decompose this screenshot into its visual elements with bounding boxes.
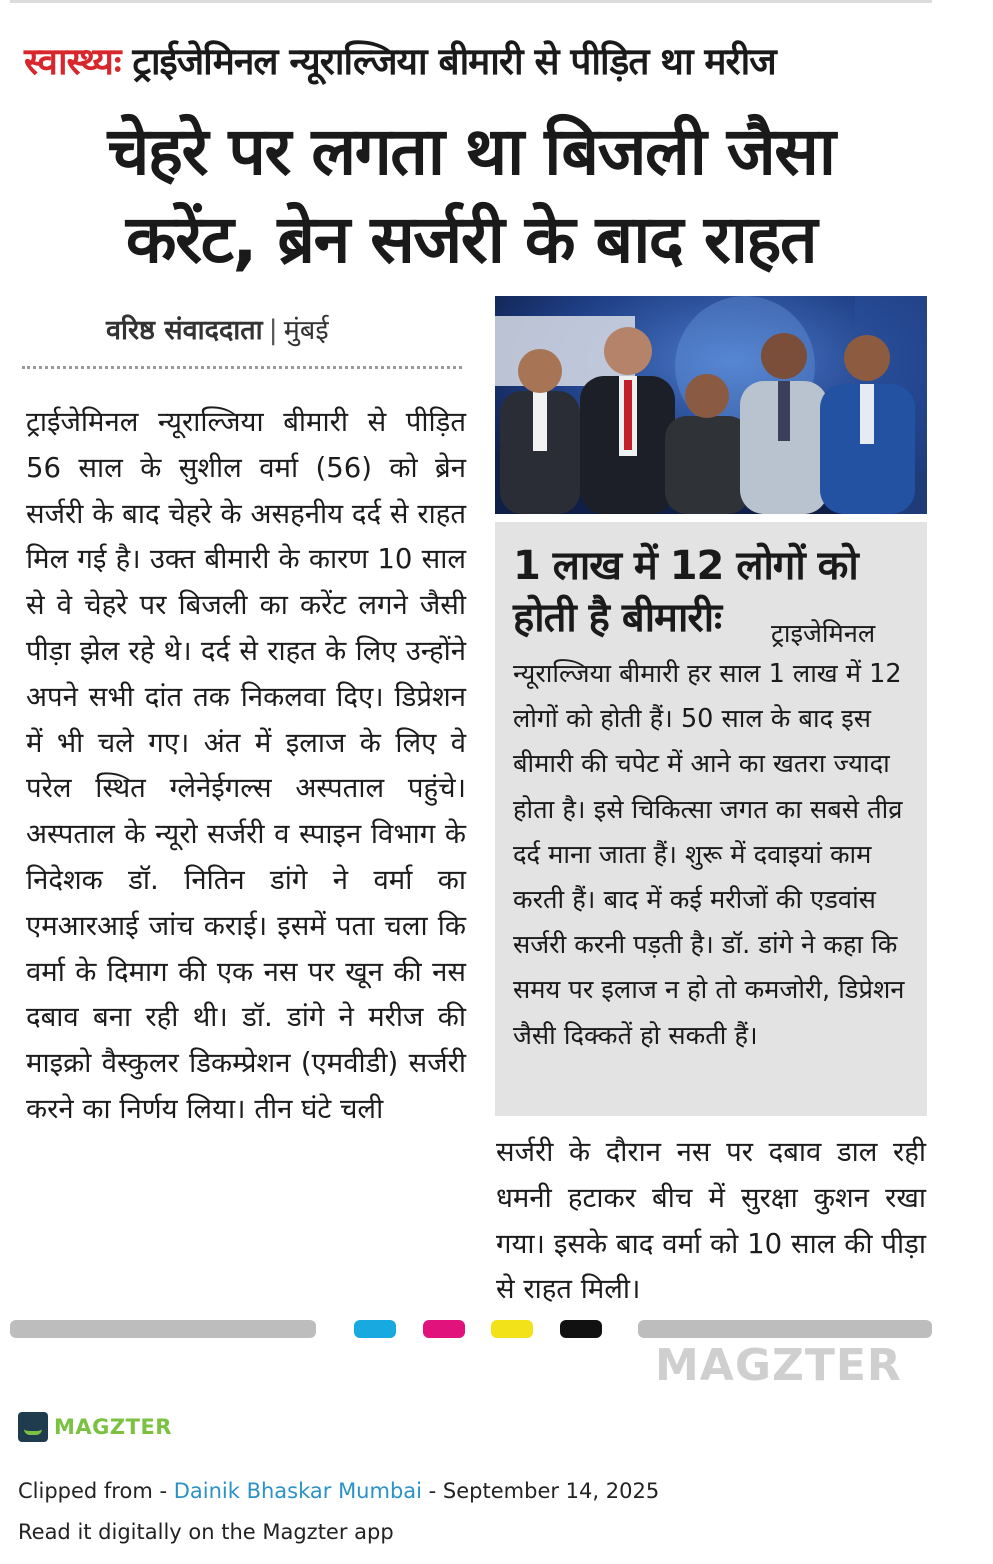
newspaper-clipping — [10, 0, 932, 1345]
sidebar-body — [513, 619, 913, 1059]
registration-mark-cyan — [354, 1320, 396, 1338]
registration-bar-left — [10, 1320, 316, 1338]
read-digitally-text: Read it digitally on the Magzter app — [18, 1520, 394, 1544]
byline-divider — [22, 366, 462, 369]
publication-link[interactable]: Dainik Bhaskar Mumbai — [173, 1479, 422, 1503]
footer-logo[interactable] — [18, 1412, 172, 1442]
clipped-prefix: Clipped from - — [18, 1479, 174, 1503]
article-body-column-1: ट्राईजेमिनल न्यूराल्जिया बीमारी से पीड़ित 56 साल के सुशील वर्मा (56) को ब्रेन सर्जरी के बाद चेहरे के असहनीय दर्द से राहत मिल गई है। उक्त बीमारी के कारण 10 साल से वे चेहरे पर बिजली का करेंट लगने जैसी पीड़ा झेल रहे थे। दर्द से राहत के लिए उन्होंने अपने सभी दांत तक निकलवा दिए। डिप्रेशन में भी चले गए। अंत में इलाज के लिए वे परेल स्थित ग्लेनेईगल्स अस्पताल पहुंचे। अस्पताल के न्यूरो सर्जरी व स्पाइन विभाग के निदेशक डॉ. नितिन डांगे ने वर्मा का एमआरआई जांच कराई। इसमें पता चला कि वर्मा के दिमाग की एक नस पर खून की नस दबाव बना रही थी। डॉ. डांगे ने मरीज की माइक्रो वैस्कुलर डिकम्प्रेशन (एमवीडी) सर्जरी करने का निर्णय लिया। तीन घंटे चली — [26, 406, 466, 1125]
sidebar-box — [495, 522, 927, 1116]
byline-separator: | — [268, 315, 278, 346]
clip-date: - September 14, 2025 — [422, 1479, 660, 1503]
magzter-watermark: MAGZTER — [655, 1340, 902, 1391]
sidebar-text: न्यूराल्जिया बीमारी हर साल 1 लाख में 12 लोगों को होती हैं। 50 साल के बाद इस बीमारी की चपेट में आने का खतरा ज्यादा होता है। इसे चिकित्सा जगत का सबसे तीव्र दर्द माना जाता हैं। शुरू में दवाइयां काम करती हैं। बाद में कई मरीजों की एडवांस सर्जरी करनी पड़ती है। डॉ. डांगे ने कहा कि समय पर इलाज न हो तो कमजोरी, डिप्रेशन जैसी दिक्कतें हो सकती हैं। — [513, 659, 905, 1051]
kicker-text: ट्राईजेमिनल न्यूराल्जिया बीमारी से पीड़ित था मरीज — [132, 40, 776, 83]
article-photo — [495, 296, 927, 514]
photo-group-of-doctors — [495, 296, 927, 514]
footer-logo-text: MAGZTER — [54, 1415, 172, 1439]
headline-line-2: करेंट, ब्रेन सर्जरी के बाद राहत — [125, 201, 817, 278]
clipped-from-line — [18, 1479, 659, 1503]
article-body-column-2: सर्जरी के दौरान नस पर दबाव डाल रही धमनी हटाकर बीच में सुरक्षा कुशन रखा गया। इसके बाद वर्मा को 10 साल की पीड़ा से राहत मिली। — [496, 1136, 926, 1306]
headline — [10, 108, 932, 284]
byline-city: मुंबई — [283, 315, 329, 346]
sidebar-intro: ट्राइजेमिनल — [771, 619, 876, 649]
byline — [106, 310, 329, 347]
byline-author: वरिष्ठ संवाददाता — [106, 315, 263, 346]
registration-bar-right — [638, 1320, 932, 1338]
kicker-category: स्वास्थ्यः — [24, 40, 121, 83]
headline-line-1: चेहरे पर लगता था बिजली जैसा — [107, 113, 835, 190]
registration-mark-magenta — [423, 1320, 465, 1338]
registration-mark-yellow — [491, 1320, 533, 1338]
sidebar-headline: 1 लाख में 12 लोगों को होती है बीमारीः — [513, 543, 858, 641]
top-rule — [10, 0, 932, 3]
registration-mark-black — [560, 1320, 602, 1338]
kicker — [24, 34, 924, 85]
magzter-logo-icon — [18, 1412, 48, 1442]
